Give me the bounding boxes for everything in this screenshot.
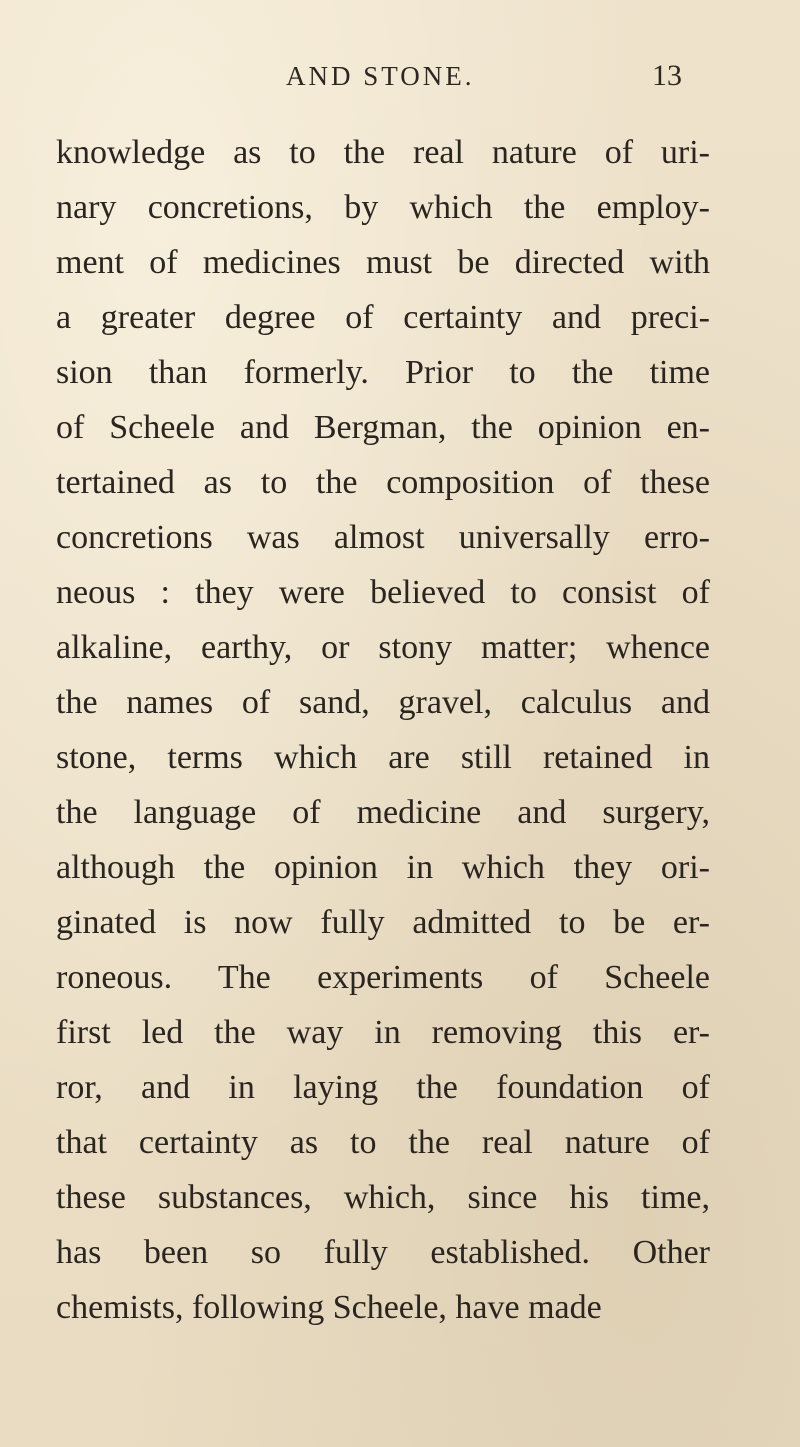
text-line: although the opinion in which they ori-	[56, 849, 710, 886]
text-line: first led the way in removing this er-	[56, 1014, 710, 1051]
text-line: ment of medicines must be directed with	[56, 244, 710, 281]
running-title: AND STONE.	[286, 61, 475, 91]
text-line: stone, terms which are still retained in	[56, 739, 710, 776]
text-line: ror, and in laying the foundation of	[56, 1069, 710, 1106]
text-line: sion than formerly. Prior to the time	[56, 354, 710, 391]
running-head	[0, 56, 800, 96]
text-line: neous : they were believed to consist of	[56, 574, 710, 611]
text-line: tertained as to the composition of these	[56, 464, 710, 501]
text-line: ginated is now fully admitted to be er-	[56, 904, 710, 941]
text-line: of Scheele and Bergman, the opinion en-	[56, 409, 710, 446]
text-line: these substances, which, since his time,	[56, 1179, 710, 1216]
text-line: roneous. The experiments of Scheele	[56, 959, 710, 996]
text-line: a greater degree of certainty and preci-	[56, 299, 710, 336]
text-line: that certainty as to the real nature of	[56, 1124, 710, 1161]
text-line: has been so fully established. Other	[56, 1234, 710, 1271]
text-line: the language of medicine and surgery,	[56, 794, 710, 831]
text-line: concretions was almost universally erro-	[56, 519, 710, 556]
page-number: 13	[652, 59, 682, 92]
text-line: the names of sand, gravel, calculus and	[56, 684, 710, 721]
text-line: knowledge as to the real nature of uri-	[56, 134, 710, 171]
text-line: chemists, following Scheele, have made	[56, 1289, 602, 1326]
text-line: alkaline, earthy, or stony matter; whence	[56, 629, 710, 666]
text-line: nary concretions, by which the employ-	[56, 189, 710, 226]
